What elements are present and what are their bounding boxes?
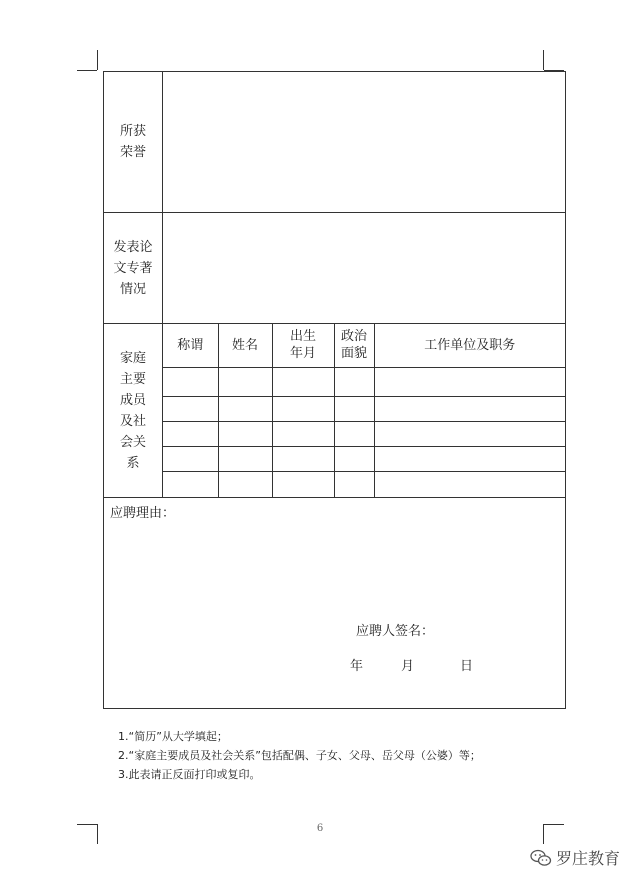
honors-label: 所获 荣誉 [104,72,163,213]
date-month-label: 月 [401,659,415,674]
family-row [104,324,566,498]
work-cell[interactable] [374,471,565,497]
table-row [163,446,565,471]
page-number: 6 [316,823,324,834]
family-header-row [163,324,565,367]
note-item: 1.“简历”从大学填起； [118,730,228,743]
political-cell[interactable] [334,446,374,471]
family-members-table [163,324,565,497]
name-cell[interactable] [218,367,272,396]
relation-cell[interactable] [163,421,218,446]
date-day-label: 日 [460,659,474,674]
table-row [163,396,565,421]
watermark-text: 罗庄教育 [555,849,620,868]
table-row [163,471,565,497]
relation-cell[interactable] [163,396,218,421]
family-table-cell [163,324,566,498]
birth-cell[interactable] [272,421,334,446]
header-relation: 称谓 [163,324,218,367]
birth-cell[interactable] [272,396,334,421]
name-cell[interactable] [218,446,272,471]
political-cell[interactable] [334,421,374,446]
relation-cell[interactable] [163,471,218,497]
political-cell[interactable] [334,367,374,396]
signature-label: 应聘人签名： [356,624,435,639]
family-label: 家庭 主要 成员 及社 会关 系 [104,324,163,498]
note-item: 3.此表请正反面打印或复印。 [118,768,261,781]
work-cell[interactable] [374,396,565,421]
header-birth: 出生 年月 [272,324,334,367]
publications-field[interactable] [163,213,566,324]
crop-mark [543,50,544,70]
work-cell[interactable] [374,446,565,471]
birth-cell[interactable] [272,446,334,471]
application-form-table [103,71,566,709]
political-cell[interactable] [334,471,374,497]
work-cell[interactable] [374,367,565,396]
honors-field[interactable] [163,72,566,213]
header-work: 工作单位及职务 [374,324,565,367]
table-row [163,367,565,396]
reason-label: 应聘理由： [110,506,176,521]
relation-cell[interactable] [163,446,218,471]
reason-field[interactable] [104,498,566,709]
reason-row [104,498,566,709]
relation-cell[interactable] [163,367,218,396]
work-cell[interactable] [374,421,565,446]
date-year-label: 年 [350,659,364,674]
header-name: 姓名 [218,324,272,367]
header-political: 政治 面貌 [334,324,374,367]
publications-row [104,213,566,324]
note-item: 2.“家庭主要成员及社会关系”包括配偶、子女、父母、岳父母（公婆）等； [118,749,481,762]
birth-cell[interactable] [272,367,334,396]
wechat-icon [530,849,552,867]
name-cell[interactable] [218,471,272,497]
table-row [163,421,565,446]
crop-mark [97,50,98,70]
honors-row [104,72,566,213]
name-cell[interactable] [218,421,272,446]
crop-mark [77,70,97,71]
birth-cell[interactable] [272,471,334,497]
name-cell[interactable] [218,396,272,421]
watermark [530,846,620,869]
publications-label: 发表论 文专著 情况 [104,213,163,324]
political-cell[interactable] [334,396,374,421]
notes [118,727,481,784]
